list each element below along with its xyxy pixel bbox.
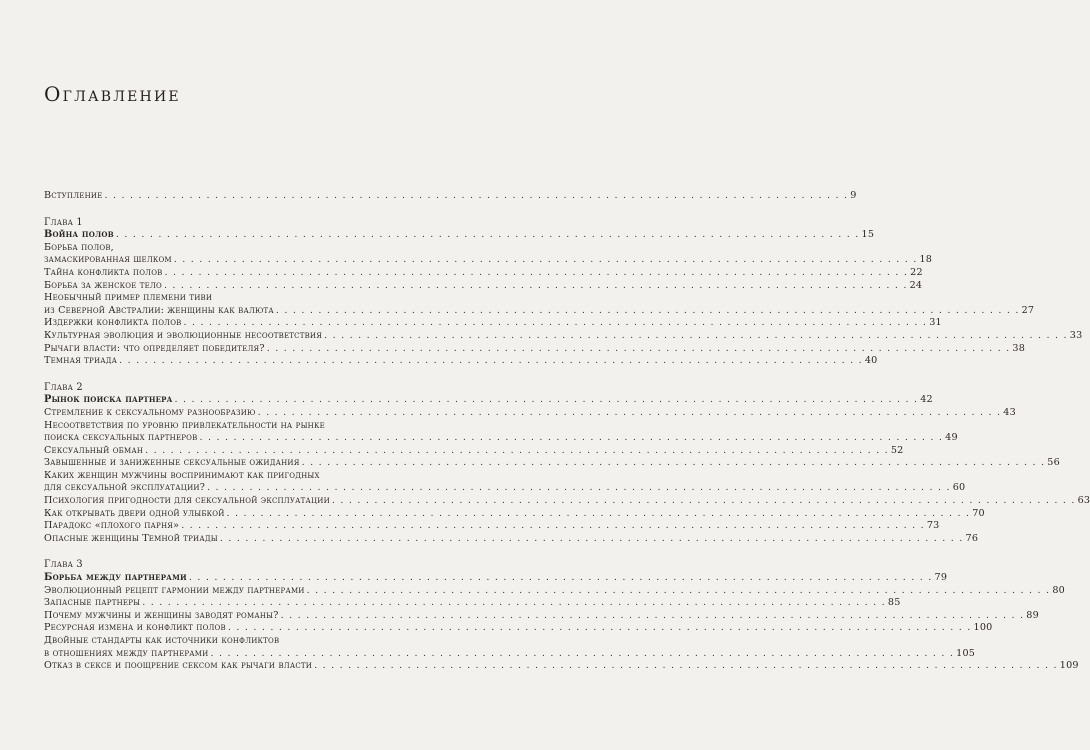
dot-leader bbox=[105, 190, 849, 203]
dot-leader bbox=[174, 254, 918, 267]
chapter-section bbox=[44, 381, 1090, 546]
toc-entry-label-line1: Несоответствия по уровню привлекательности на рынке bbox=[44, 419, 325, 431]
dot-leader bbox=[227, 508, 971, 521]
toc-entry[interactable] bbox=[44, 532, 979, 546]
page-number: 22 bbox=[910, 266, 923, 278]
page-number: 52 bbox=[890, 444, 904, 456]
page-number: 100 bbox=[973, 622, 993, 634]
page-number: 15 bbox=[861, 229, 875, 241]
chapter-section bbox=[44, 559, 1079, 672]
toc-entry-label: Издержки конфликта полов bbox=[44, 317, 182, 329]
page-number: 79 bbox=[934, 572, 948, 584]
dot-leader bbox=[199, 432, 943, 445]
dot-leader bbox=[175, 394, 919, 407]
toc-entry-intro[interactable] bbox=[44, 190, 857, 203]
chapter-number: Глава 1 bbox=[44, 216, 83, 228]
chapter-section bbox=[44, 216, 1083, 368]
toc-entry[interactable] bbox=[44, 469, 966, 495]
toc-entry[interactable] bbox=[44, 444, 904, 458]
chapter-number: Глава 2 bbox=[44, 381, 83, 393]
toc-entry-label: Парадокс «плохого парня» bbox=[44, 520, 180, 532]
dot-leader bbox=[276, 305, 1020, 318]
page-number: 18 bbox=[919, 254, 933, 266]
page-number: 80 bbox=[1052, 584, 1065, 596]
toc-entry-label: Темная триада bbox=[44, 355, 118, 367]
dot-leader bbox=[220, 533, 964, 546]
page-number: 9 bbox=[850, 190, 857, 201]
page-number: 49 bbox=[945, 432, 958, 444]
page-number: 38 bbox=[1012, 342, 1026, 354]
chapter-title: Борьба между партнерами bbox=[44, 572, 187, 584]
page-number: 63 bbox=[1077, 495, 1090, 507]
dot-leader bbox=[184, 317, 928, 330]
table-of-contents bbox=[44, 190, 1090, 673]
toc-entry-label: Борьба за женское тело bbox=[44, 279, 162, 291]
toc-entry-label-line2: для сексуальной эксплуатации? bbox=[44, 482, 206, 494]
toc-entry[interactable] bbox=[44, 241, 933, 267]
toc-entry-label: Культурная эволюция и эволюционные несоответствия bbox=[44, 329, 323, 341]
toc-entry[interactable] bbox=[44, 419, 958, 445]
page-number: 56 bbox=[1047, 457, 1060, 469]
dot-leader bbox=[116, 229, 860, 242]
toc-entry[interactable] bbox=[44, 622, 993, 635]
toc-entry[interactable] bbox=[44, 609, 1039, 623]
chapter-title: Рынок поиска партнера bbox=[44, 394, 173, 406]
chapter-title: Война полов bbox=[44, 229, 114, 241]
page-number: 76 bbox=[965, 532, 979, 544]
dot-leader bbox=[324, 330, 1068, 343]
toc-entry-label-line1: Борьба полов, bbox=[44, 241, 114, 253]
toc-entry-label: Психология пригодности для сексуальной эксплуатации bbox=[44, 495, 330, 507]
page-number: 27 bbox=[1021, 304, 1035, 316]
chapter-number: Глава 3 bbox=[44, 559, 83, 571]
toc-entry-label-line2: поиска сексуальных партнеров bbox=[44, 432, 198, 444]
toc-entry-label-line2: в отношениях между партнерами bbox=[44, 647, 209, 659]
toc-entry-label: Почему мужчины и женщины заводят романы? bbox=[44, 609, 279, 621]
toc-entry[interactable] bbox=[44, 292, 1035, 317]
toc-entry[interactable] bbox=[44, 355, 878, 368]
toc-entry[interactable] bbox=[44, 584, 1065, 598]
toc-entry[interactable] bbox=[44, 406, 1016, 420]
toc-entry-label: Стремление к сексуальному разнообразию bbox=[44, 406, 256, 418]
page-number: 31 bbox=[929, 317, 942, 329]
toc-entry-label: Опасные женщины Темной триады bbox=[44, 532, 218, 544]
toc-entry[interactable] bbox=[44, 660, 1079, 673]
intro-section bbox=[44, 190, 857, 203]
page-number: 24 bbox=[909, 279, 923, 291]
toc-entry[interactable] bbox=[44, 635, 976, 660]
toc-entry[interactable] bbox=[44, 507, 985, 521]
dot-leader bbox=[207, 482, 951, 495]
toc-entry[interactable] bbox=[44, 457, 1060, 470]
toc-entry-label: Отказ в сексе и поощрение сексом как рычаги власти bbox=[44, 660, 313, 672]
toc-entry-label-line1: Необычный пример племени тиви bbox=[44, 292, 213, 304]
dot-leader bbox=[332, 495, 1076, 508]
toc-entry[interactable] bbox=[44, 342, 1026, 356]
page-number: 60 bbox=[952, 482, 966, 494]
dot-leader bbox=[189, 572, 933, 585]
page-number: 73 bbox=[926, 520, 940, 532]
dot-leader bbox=[164, 280, 908, 293]
toc-entry[interactable] bbox=[44, 495, 1090, 508]
toc-entry[interactable] bbox=[44, 279, 923, 293]
dot-leader bbox=[145, 445, 889, 458]
chapter-title-entry[interactable] bbox=[44, 229, 875, 242]
page-number: 33 bbox=[1069, 329, 1083, 341]
dot-leader bbox=[164, 267, 908, 280]
dot-leader bbox=[181, 520, 925, 533]
toc-entry-label: Запасные партнеры bbox=[44, 597, 141, 609]
dot-leader bbox=[307, 585, 1051, 598]
toc-entry[interactable] bbox=[44, 520, 940, 533]
toc-entry-label: Завышенные и заниженные сексуальные ожидания bbox=[44, 457, 300, 469]
toc-entry-label: Вступление bbox=[44, 190, 103, 201]
toc-entry-label: Эволюционный рецепт гармонии между партнерами bbox=[44, 584, 305, 596]
page-number: 85 bbox=[887, 597, 901, 609]
page-number: 105 bbox=[956, 647, 976, 659]
dot-leader bbox=[314, 660, 1058, 673]
dot-leader bbox=[210, 648, 954, 661]
page-title: Оглавление bbox=[44, 82, 181, 106]
page-number: 43 bbox=[1003, 406, 1016, 418]
toc-entry[interactable] bbox=[44, 329, 1083, 343]
dot-leader bbox=[302, 457, 1046, 470]
toc-entry-label: Тайна конфликта полов bbox=[44, 266, 163, 278]
page-number: 109 bbox=[1059, 660, 1079, 672]
toc-entry-label-line2: из Северной Австралии: женщины как валюта bbox=[44, 304, 274, 316]
toc-entry-label: Ресурсная измена и конфликт полов bbox=[44, 622, 226, 634]
dot-leader bbox=[258, 407, 1002, 420]
toc-entry-label-line1: Каких женщин мужчины воспринимают как пригодных bbox=[44, 469, 320, 481]
chapter-title-entry[interactable] bbox=[44, 572, 948, 585]
page-number: 70 bbox=[972, 507, 985, 519]
chapter-title-entry[interactable] bbox=[44, 394, 933, 407]
page-number: 89 bbox=[1026, 609, 1039, 621]
toc-entry-label: Сексуальный обман bbox=[44, 444, 144, 456]
toc-entry[interactable] bbox=[44, 317, 942, 330]
dot-leader bbox=[142, 597, 886, 610]
dot-leader bbox=[119, 355, 863, 368]
toc-entry-label-line2: замаскированная шелком bbox=[44, 254, 172, 266]
toc-entry-label-line1: Двойные стандарты как источники конфликтов bbox=[44, 635, 280, 646]
dot-leader bbox=[228, 622, 972, 635]
toc-entry[interactable] bbox=[44, 597, 901, 610]
page-number: 42 bbox=[920, 394, 933, 406]
chapters-list bbox=[44, 216, 1090, 673]
dot-leader bbox=[267, 343, 1011, 356]
toc-entry-label: Рычаги власти: что определяет победителя? bbox=[44, 342, 265, 354]
page-number: 40 bbox=[864, 355, 878, 367]
dot-leader bbox=[281, 610, 1025, 623]
toc-entry-label: Как открывать двери одной улыбкой bbox=[44, 507, 225, 519]
toc-entry[interactable] bbox=[44, 266, 923, 280]
